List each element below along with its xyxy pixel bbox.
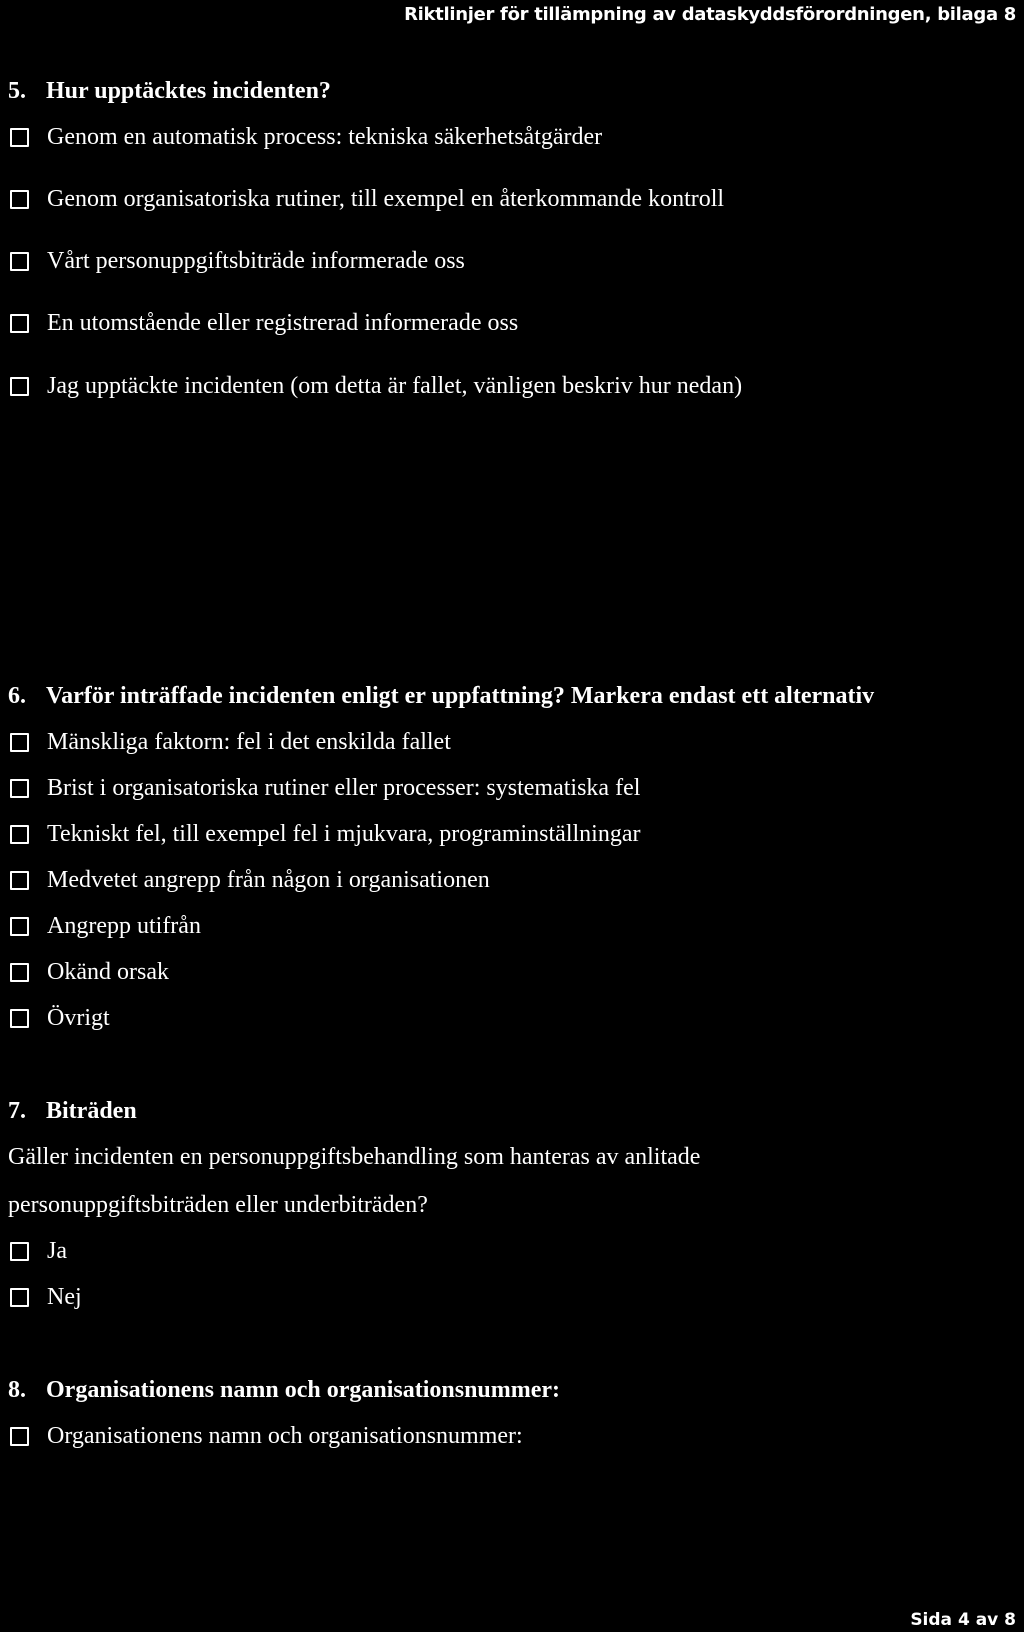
- option-label: Genom en automatisk process: tekniska säkerhetsåtgärder: [47, 124, 603, 150]
- option-label: Genom organisatoriska rutiner, till exempel en återkommande kontroll: [47, 186, 725, 212]
- section-5-title: Hur upptäcktes incidenten?: [46, 78, 331, 104]
- option-label: Mänskliga faktorn: fel i det enskilda fallet: [47, 729, 451, 755]
- option-label: Tekniskt fel, till exempel fel i mjukvara, programinställningar: [47, 821, 641, 847]
- option-external-attack[interactable]: [8, 913, 201, 940]
- option-no[interactable]: [8, 1284, 82, 1311]
- option-label: Organisationens namn och organisationsnummer:: [47, 1423, 523, 1449]
- option-label: Övrigt: [47, 1005, 110, 1031]
- checkbox[interactable]: [10, 1242, 29, 1261]
- section-7-number: 7.: [8, 1098, 26, 1124]
- checkbox[interactable]: [10, 917, 29, 936]
- section-6-hint: Markera endast ett alternativ: [570, 683, 875, 709]
- checkbox[interactable]: [10, 252, 29, 271]
- option-label: En utomstående eller registrerad informerade oss: [47, 310, 519, 336]
- option-human-factor[interactable]: [8, 729, 451, 756]
- section-6-heading: [8, 683, 874, 710]
- checkbox[interactable]: [10, 190, 29, 209]
- section-5-heading: [8, 78, 331, 105]
- section-8-heading: [8, 1377, 560, 1404]
- option-label: Brist i organisatoriska rutiner eller processer: systematiska fel: [47, 775, 641, 801]
- checkbox[interactable]: [10, 871, 29, 890]
- option-label: Medvetet angrepp från någon i organisationen: [47, 867, 490, 893]
- option-yes[interactable]: [8, 1238, 67, 1265]
- option-label: Okänd orsak: [47, 959, 169, 985]
- option-processor-informed[interactable]: [8, 248, 465, 275]
- option-outsider-informed[interactable]: [8, 310, 518, 337]
- document-header: Riktlinjer för tillämpning av dataskyddsförordningen, bilaga 8: [404, 4, 1016, 25]
- section-7-question-line-1: Gäller incidenten en personuppgiftsbehandling som hanteras av anlitade: [8, 1144, 701, 1170]
- section-7-question-line-2: personuppgiftsbiträden eller underbiträden?: [8, 1192, 428, 1218]
- checkbox[interactable]: [10, 733, 29, 752]
- section-8-number: 8.: [8, 1377, 26, 1403]
- section-6-title: Varför inträffade incidenten enligt er uppfattning?: [46, 683, 565, 709]
- option-label: Nej: [47, 1284, 82, 1310]
- checkbox[interactable]: [10, 1288, 29, 1307]
- page-number: Sida 4 av 8: [910, 1610, 1016, 1630]
- checkbox[interactable]: [10, 377, 29, 396]
- option-automatic-process[interactable]: [8, 124, 602, 151]
- section-5-number: 5.: [8, 78, 26, 104]
- option-label: Vårt personuppgiftsbiträde informerade oss: [47, 248, 465, 274]
- checkbox[interactable]: [10, 825, 29, 844]
- option-technical-error[interactable]: [8, 821, 640, 848]
- option-organisation-name-number[interactable]: [8, 1423, 523, 1450]
- option-label: Jag upptäckte incidenten (om detta är fallet, vänligen beskriv hur nedan): [47, 373, 743, 399]
- option-unknown-cause[interactable]: [8, 959, 169, 986]
- option-self-discovered[interactable]: [8, 373, 742, 400]
- option-label: Ja: [47, 1238, 67, 1264]
- option-organisational-routines[interactable]: [8, 186, 724, 213]
- checkbox[interactable]: [10, 779, 29, 798]
- section-8-title: Organisationens namn och organisationsnummer:: [46, 1377, 561, 1403]
- section-7-title: Biträden: [46, 1098, 137, 1124]
- option-label: Angrepp utifrån: [47, 913, 201, 939]
- option-internal-attack[interactable]: [8, 867, 490, 894]
- checkbox[interactable]: [10, 128, 29, 147]
- section-6-number: 6.: [8, 683, 26, 709]
- option-other[interactable]: [8, 1005, 110, 1032]
- checkbox[interactable]: [10, 1009, 29, 1028]
- checkbox[interactable]: [10, 314, 29, 333]
- option-organisational-deficiency[interactable]: [8, 775, 640, 802]
- checkbox[interactable]: [10, 1427, 29, 1446]
- section-7-heading: [8, 1098, 137, 1125]
- checkbox[interactable]: [10, 963, 29, 982]
